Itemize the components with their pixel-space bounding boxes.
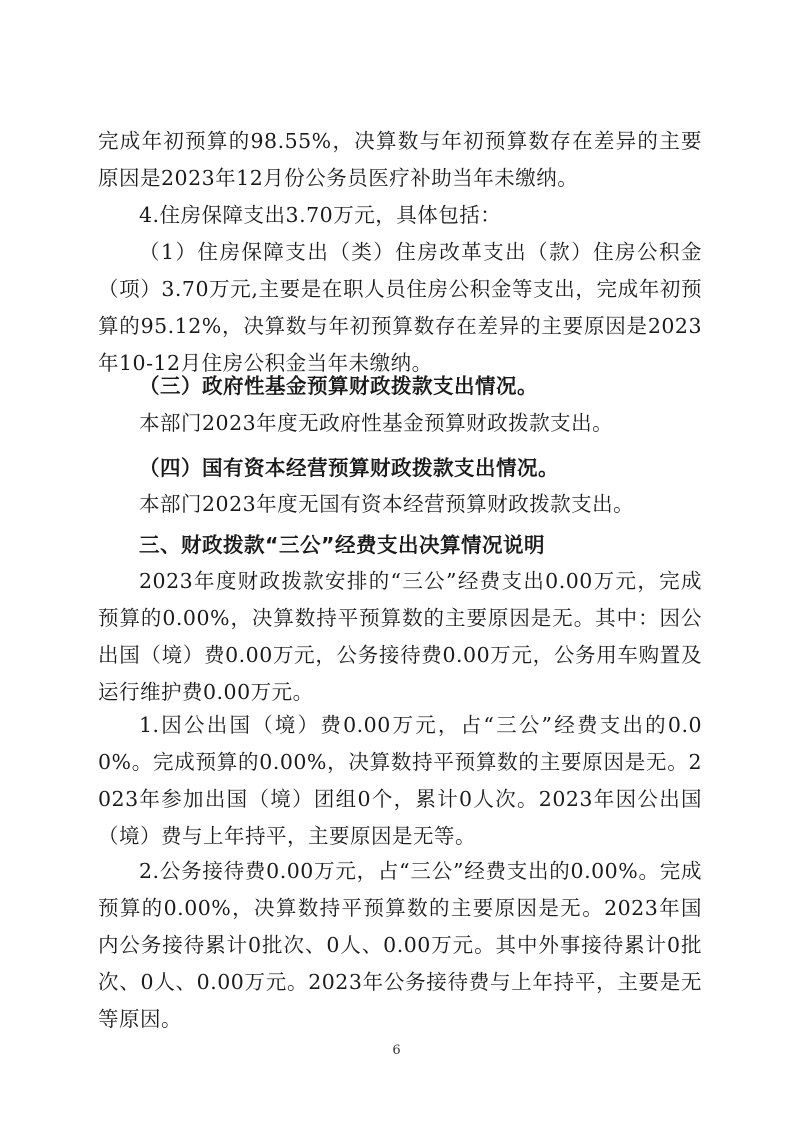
paragraph-state-capital: 本部门2023年度无国有资本经营预算财政拨款支出。 [139, 492, 635, 516]
paragraph-housing-fund: （1）住房保障支出（类）住房改革支出（款）住房公积金（项）3.70万元,主要是在职人员住房公积金等支出，完成年初预算的95.12%，决算数与年初预算数存在差异的主要原因是2023年10-12月住房公积金当年未缴纳。 [98, 240, 702, 375]
paragraph-continuation: 完成年初预算的98.55%，决算数与年初预算数存在差异的主要原因是2023年12月份公务员医疗补助当年未缴纳。 [98, 129, 702, 190]
section-heading-three-public: 三、财政拨款“三公”经费支出决算情况说明 [139, 533, 545, 557]
section-heading-state-capital: （四）国有资本经营预算财政拨款支出情况。 [139, 456, 559, 480]
paragraph-housing-expense: 4.住房保障支出3.70万元，具体包括： [139, 203, 502, 227]
section-heading-government-fund: （三）政府性基金预算财政拨款支出情况。 [139, 374, 538, 398]
paragraph-official-reception: 2.公务接待费0.00万元，占“三公”经费支出的0.00%。完成预算的0.00%，决算数持平预算数的主要原因是无。2023年国内公务接待累计0批次、0人、0.00万元。其中外事接待累计0批次、0人、0.00万元。2023年公务接待费与上年持平，主要是无等原因。 [98, 859, 702, 1031]
paragraph-government-fund: 本部门2023年度无政府性基金预算财政拨款支出。 [139, 411, 614, 435]
paragraph-overseas-travel: 1.因公出国（境）费0.00万元，占“三公”经费支出的0.00%。完成预算的0.00%，决算数持平预算数的主要原因是无。2023年参加出国（境）团组0个，累计0人次。2023年因公出国（境）费与上年持平，主要原因是无等。 [98, 713, 702, 848]
page-number: 6 [392, 1043, 401, 1058]
paragraph-three-public-summary: 2023年度财政拨款安排的“三公”经费支出0.00万元，完成预算的0.00%，决算数持平预算数的主要原因是无。其中：因公出国（境）费0.00万元，公务接待费0.00万元，公务用车购置及运行维护费0.00万元。 [98, 569, 702, 704]
